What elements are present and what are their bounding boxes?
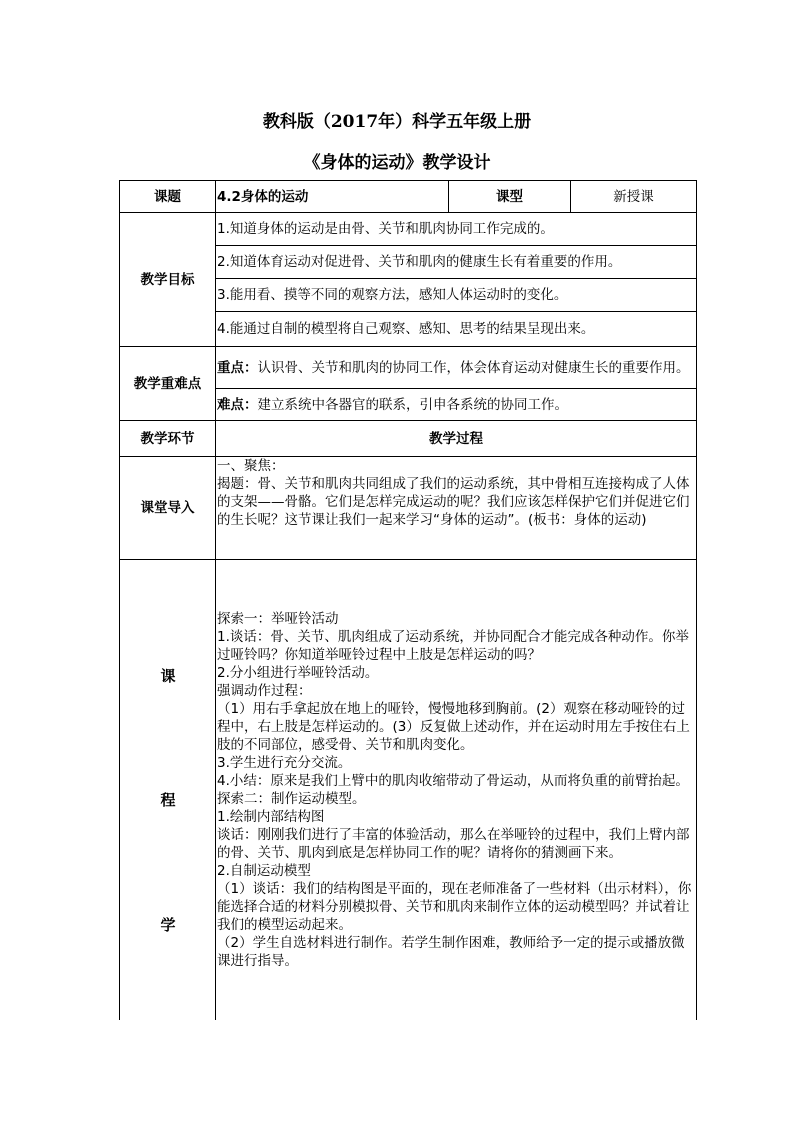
process-line: （1）谈话：我们的结构图是平面的，现在老师准备了一些材料（出示材料），你能选择合适的材料分别模拟骨、关节和肌肉来制作立体的运动模型吗？并试着让我们的模型运动起来。 [217, 880, 692, 933]
key-point-label: 重点： [217, 359, 258, 376]
process-line: 1.绘制内部结构图 [217, 808, 325, 825]
process-line: （1）用右手拿起放在地上的哑铃，慢慢地移到胸前。(2）观察在移动哑铃的过程中，右上肢是怎样运动的。(3）反复做上述动作，并在运动时用左手按住右上肢的不同部位，感受骨、关节和肌肉变化。 [217, 700, 690, 753]
intro-content [216, 457, 697, 560]
key-point-cell [216, 347, 697, 389]
process-line: 探索二：制作运动模型。 [217, 790, 366, 807]
goal-item: 4.能通过自制的模型将自己观察、感知、思考的结果呈现出来。 [216, 312, 697, 347]
process-line: 谈话：刚刚我们进行了丰富的体验活动，那么在举哑铃的过程中，我们上臂内部的骨、关节、肌肉到底是怎样协同工作的呢？请将你的猜测画下来。 [217, 826, 690, 861]
goal-item: 3.能用看、摸等不同的观察方法，感知人体运动时的变化。 [216, 279, 697, 312]
document-title: 教科版（2017年）科学五年级上册 [262, 112, 532, 132]
type-label: 课型 [449, 181, 571, 213]
process-line: 2.自制运动模型 [217, 862, 311, 879]
topic-label: 课题 [120, 181, 216, 213]
document-subtitle: 《身体的运动》教学设计 [303, 153, 491, 173]
topic-row [120, 181, 697, 213]
difficulty-label: 难点： [217, 396, 258, 413]
intro-row [120, 457, 697, 560]
header-row [120, 421, 697, 457]
goal-row [120, 213, 697, 246]
process-content [216, 560, 697, 1020]
keypoints-label: 教学重难点 [120, 347, 216, 421]
process-side-label [120, 560, 216, 1020]
goal-item: 2.知道体育运动对促进骨、关节和肌肉的健康生长有着重要的作用。 [216, 246, 697, 279]
process-row [120, 560, 697, 1020]
goal-item: 1.知道身体的运动是由骨、关节和肌肉协同工作完成的。 [216, 213, 697, 246]
difficulty-cell [216, 389, 697, 421]
lesson-plan-table [119, 180, 697, 1020]
process-line: （2）学生自选材料进行制作。若学生制作困难，教师给予一定的提示或播放微课进行指导。 [217, 934, 685, 969]
process-side-char: 学 [160, 916, 176, 934]
goals-label: 教学目标 [120, 213, 216, 347]
process-line: 探索一：举哑铃活动 [217, 610, 339, 627]
stage-label: 教学环节 [120, 421, 216, 457]
process-line: 1.谈话：骨、关节、肌肉组成了运动系统，并协同配合才能完成各种动作。你举过哑铃吗？你知道举哑铃过程中上肢是怎样运动的吗？ [217, 628, 689, 663]
difficulty-text: 建立系统中各器官的联系，引申各系统的协同工作。 [257, 396, 568, 413]
process-line: 3.学生进行充分交流。 [217, 754, 352, 771]
key-point-text: 认识骨、关节和肌肉的协同工作，体会体育运动对健康生长的重要作用。 [257, 359, 690, 376]
type-value: 新授课 [571, 181, 697, 213]
intro-label: 课堂导入 [120, 457, 216, 560]
keypoint-row [120, 347, 697, 389]
intro-line: 一、聚焦： [217, 458, 285, 474]
process-line: 强调动作过程： [217, 682, 312, 699]
process-side-char: 程 [160, 791, 176, 809]
process-line: 4.小结：原来是我们上臂中的肌肉收缩带动了骨运动，从而将负重的前臂抬起。 [217, 772, 689, 789]
intro-line: 揭题：骨、关节和肌肉共同组成了我们的运动系统，其中骨相互连接构成了人体的支架——骨骼。它们是怎样完成运动的呢？我们应该怎样保护它们并促进它们的生长呢？这节课让我们一起来学习“身体的运动”。(板书：身体的运动) [217, 476, 690, 528]
topic-value: 4.2身体的运动 [216, 181, 449, 213]
process-side-char: 课 [160, 667, 176, 685]
process-label: 教学过程 [216, 421, 697, 457]
process-line: 2.分小组进行举哑铃活动。 [217, 664, 379, 681]
